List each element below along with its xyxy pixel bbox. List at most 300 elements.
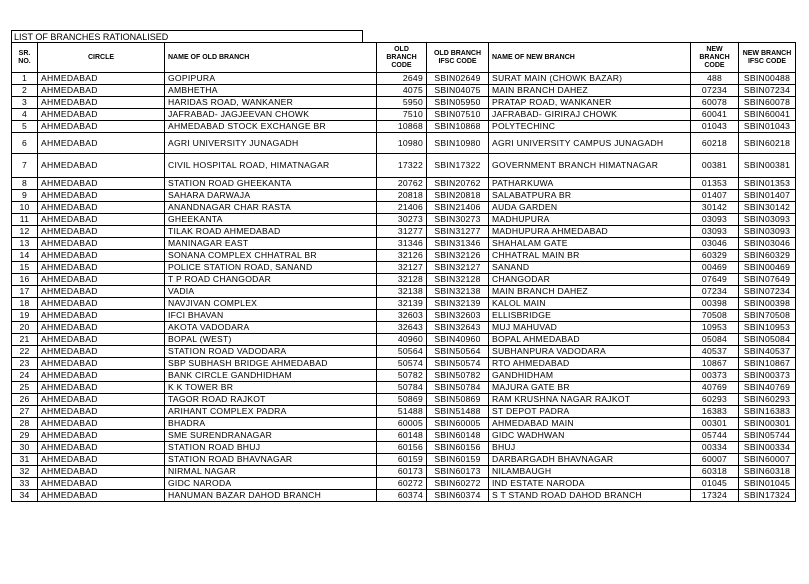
new-branch-name-cell: IND ESTATE NARODA — [489, 478, 691, 490]
new-branch-ifsc-cell: SBIN00373 — [739, 370, 796, 382]
new-branch-name-cell: RAM KRUSHNA NAGAR RAJKOT — [489, 394, 691, 406]
new-branch-ifsc-cell: SBIN60041 — [739, 109, 796, 121]
table-row — [12, 109, 796, 121]
circle-cell: AHMEDABAD — [38, 286, 165, 298]
old-branch-name-cell: ANANDNAGAR CHAR RASTA — [165, 202, 377, 214]
new-branch-ifsc-cell: SBIN00301 — [739, 418, 796, 430]
new-branch-name-cell: MADHUPURA AHMEDABAD — [489, 226, 691, 238]
old-branch-ifsc-cell: SBIN50869 — [427, 394, 489, 406]
old-branch-ifsc-cell: SBIN21406 — [427, 202, 489, 214]
sr-no-cell: 26 — [12, 394, 38, 406]
old-branch-code-cell: 32643 — [377, 322, 427, 334]
new-branch-code-cell: 30142 — [691, 202, 739, 214]
old-branch-name-cell: BOPAL (WEST) — [165, 334, 377, 346]
new-branch-ifsc-cell: SBIN10953 — [739, 322, 796, 334]
old-branch-code-cell: 50869 — [377, 394, 427, 406]
sr-no-cell: 19 — [12, 310, 38, 322]
old-branch-code-cell: 7510 — [377, 109, 427, 121]
circle-cell: AHMEDABAD — [38, 442, 165, 454]
new-branch-ifsc-cell: SBIN60329 — [739, 250, 796, 262]
old-branch-code-cell: 60156 — [377, 442, 427, 454]
new-branch-name-cell: BOPAL AHMEDABAD — [489, 334, 691, 346]
circle-cell: AHMEDABAD — [38, 298, 165, 310]
old-branch-code-cell: 60272 — [377, 478, 427, 490]
old-branch-name-cell: BANK CIRCLE GANDHIDHAM — [165, 370, 377, 382]
sr-no-cell: 29 — [12, 430, 38, 442]
new-branch-name-cell: MAJURA GATE BR — [489, 382, 691, 394]
new-branch-ifsc-cell: SBIN03046 — [739, 238, 796, 250]
new-branch-name-cell: RTO AHMEDABAD — [489, 358, 691, 370]
old-branch-code-cell: 10980 — [377, 133, 427, 154]
new-branch-code-cell: 03046 — [691, 238, 739, 250]
old-branch-ifsc-cell: SBIN51488 — [427, 406, 489, 418]
circle-cell: AHMEDABAD — [38, 109, 165, 121]
old-branch-name-cell: GIDC NARODA — [165, 478, 377, 490]
header-circle: CIRCLE — [38, 43, 165, 73]
new-branch-ifsc-cell: SBIN40537 — [739, 346, 796, 358]
old-branch-ifsc-cell: SBIN32138 — [427, 286, 489, 298]
new-branch-code-cell: 07649 — [691, 274, 739, 286]
old-branch-name-cell: AHMEDABAD STOCK EXCHANGE BR — [165, 121, 377, 133]
circle-cell: AHMEDABAD — [38, 406, 165, 418]
new-branch-ifsc-cell: SBIN05084 — [739, 334, 796, 346]
old-branch-name-cell: BHADRA — [165, 418, 377, 430]
header-new-branch-name: NAME OF NEW BRANCH — [489, 43, 691, 73]
sr-no-cell: 20 — [12, 322, 38, 334]
old-branch-ifsc-cell: SBIN32643 — [427, 322, 489, 334]
header-new-branch-ifsc: NEW BRANCH IFSC CODE — [739, 43, 796, 73]
old-branch-code-cell: 60148 — [377, 430, 427, 442]
circle-cell: AHMEDABAD — [38, 334, 165, 346]
old-branch-name-cell: SONANA COMPLEX CHHATRAL BR — [165, 250, 377, 262]
new-branch-name-cell: SURAT MAIN (CHOWK BAZAR) — [489, 73, 691, 85]
old-branch-name-cell: STATION ROAD GHEEKANTA — [165, 178, 377, 190]
new-branch-ifsc-cell: SBIN07234 — [739, 85, 796, 97]
sr-no-cell: 32 — [12, 466, 38, 478]
old-branch-name-cell: NIRMAL NAGAR — [165, 466, 377, 478]
old-branch-ifsc-cell: SBIN07510 — [427, 109, 489, 121]
table-row — [12, 442, 796, 454]
old-branch-name-cell: STATION ROAD BHAVNAGAR — [165, 454, 377, 466]
new-branch-code-cell: 17324 — [691, 490, 739, 502]
new-branch-name-cell: PRATAP ROAD, WANKANER — [489, 97, 691, 109]
old-branch-ifsc-cell: SBIN50784 — [427, 382, 489, 394]
old-branch-name-cell: IFCI BHAVAN — [165, 310, 377, 322]
old-branch-name-cell: POLICE STATION ROAD, SANAND — [165, 262, 377, 274]
old-branch-ifsc-cell: SBIN50574 — [427, 358, 489, 370]
new-branch-code-cell: 00398 — [691, 298, 739, 310]
new-branch-name-cell: KALOL MAIN — [489, 298, 691, 310]
new-branch-ifsc-cell: SBIN05744 — [739, 430, 796, 442]
table-row — [12, 190, 796, 202]
old-branch-ifsc-cell: SBIN60374 — [427, 490, 489, 502]
header-old-branch-name: NAME OF OLD BRANCH — [165, 43, 377, 73]
new-branch-code-cell: 60078 — [691, 97, 739, 109]
old-branch-name-cell: JAFRABAD- JAGJEEVAN CHOWK — [165, 109, 377, 121]
circle-cell: AHMEDABAD — [38, 154, 165, 178]
sr-no-cell: 4 — [12, 109, 38, 121]
new-branch-code-cell: 03093 — [691, 214, 739, 226]
circle-cell: AHMEDABAD — [38, 133, 165, 154]
old-branch-ifsc-cell: SBIN32127 — [427, 262, 489, 274]
old-branch-name-cell: ARIHANT COMPLEX PADRA — [165, 406, 377, 418]
old-branch-ifsc-cell: SBIN60005 — [427, 418, 489, 430]
old-branch-ifsc-cell: SBIN17322 — [427, 154, 489, 178]
table-row — [12, 202, 796, 214]
sr-no-cell: 3 — [12, 97, 38, 109]
new-branch-ifsc-cell: SBIN00488 — [739, 73, 796, 85]
new-branch-code-cell: 05084 — [691, 334, 739, 346]
sr-no-cell: 6 — [12, 133, 38, 154]
new-branch-name-cell: ST DEPOT PADRA — [489, 406, 691, 418]
sr-no-cell: 9 — [12, 190, 38, 202]
sr-no-cell: 33 — [12, 478, 38, 490]
new-branch-code-cell: 60218 — [691, 133, 739, 154]
new-branch-code-cell: 60318 — [691, 466, 739, 478]
circle-cell: AHMEDABAD — [38, 121, 165, 133]
new-branch-ifsc-cell: SBIN00334 — [739, 442, 796, 454]
new-branch-ifsc-cell: SBIN00381 — [739, 154, 796, 178]
old-branch-ifsc-cell: SBIN60272 — [427, 478, 489, 490]
table-row — [12, 310, 796, 322]
old-branch-code-cell: 50574 — [377, 358, 427, 370]
old-branch-ifsc-cell: SBIN60159 — [427, 454, 489, 466]
new-branch-code-cell: 10867 — [691, 358, 739, 370]
circle-cell: AHMEDABAD — [38, 466, 165, 478]
old-branch-code-cell: 32126 — [377, 250, 427, 262]
new-branch-ifsc-cell: SBIN00398 — [739, 298, 796, 310]
new-branch-ifsc-cell: SBIN01353 — [739, 178, 796, 190]
old-branch-code-cell: 31277 — [377, 226, 427, 238]
old-branch-code-cell: 32138 — [377, 286, 427, 298]
new-branch-ifsc-cell: SBIN60293 — [739, 394, 796, 406]
table-row — [12, 226, 796, 238]
table-row — [12, 154, 796, 178]
new-branch-ifsc-cell: SBIN01045 — [739, 478, 796, 490]
new-branch-name-cell: CHHATRAL MAIN BR — [489, 250, 691, 262]
old-branch-name-cell: GHEEKANTA — [165, 214, 377, 226]
old-branch-ifsc-cell: SBIN31346 — [427, 238, 489, 250]
table-row — [12, 298, 796, 310]
old-branch-code-cell: 31346 — [377, 238, 427, 250]
new-branch-name-cell: NILAMBAUGH — [489, 466, 691, 478]
new-branch-code-cell: 488 — [691, 73, 739, 85]
new-branch-name-cell: AHMEDABAD MAIN — [489, 418, 691, 430]
new-branch-code-cell: 01043 — [691, 121, 739, 133]
new-branch-ifsc-cell: SBIN60218 — [739, 133, 796, 154]
circle-cell: AHMEDABAD — [38, 478, 165, 490]
sr-no-cell: 2 — [12, 85, 38, 97]
sr-no-cell: 12 — [12, 226, 38, 238]
new-branch-name-cell: DARBARGADH BHAVNAGAR — [489, 454, 691, 466]
new-branch-name-cell: MUJ MAHUVAD — [489, 322, 691, 334]
old-branch-ifsc-cell: SBIN32126 — [427, 250, 489, 262]
branches-sheet — [11, 30, 795, 502]
old-branch-code-cell: 5950 — [377, 97, 427, 109]
old-branch-code-cell: 20818 — [377, 190, 427, 202]
circle-cell: AHMEDABAD — [38, 322, 165, 334]
new-branch-ifsc-cell: SBIN03093 — [739, 214, 796, 226]
circle-cell: AHMEDABAD — [38, 202, 165, 214]
new-branch-name-cell: PATHARKUWA — [489, 178, 691, 190]
new-branch-name-cell: ELLISBRIDGE — [489, 310, 691, 322]
header-new-branch-code: NEW BRANCH CODE — [691, 43, 739, 73]
sr-no-cell: 14 — [12, 250, 38, 262]
new-branch-code-cell: 00381 — [691, 154, 739, 178]
circle-cell: AHMEDABAD — [38, 214, 165, 226]
new-branch-name-cell: CHANGODAR — [489, 274, 691, 286]
old-branch-name-cell: AGRI UNIVERSITY JUNAGADH — [165, 133, 377, 154]
new-branch-name-cell: GOVERNMENT BRANCH HIMATNAGAR — [489, 154, 691, 178]
new-branch-code-cell: 01407 — [691, 190, 739, 202]
new-branch-code-cell: 40537 — [691, 346, 739, 358]
old-branch-ifsc-cell: SBIN20818 — [427, 190, 489, 202]
new-branch-ifsc-cell: SBIN16383 — [739, 406, 796, 418]
sr-no-cell: 30 — [12, 442, 38, 454]
circle-cell: AHMEDABAD — [38, 430, 165, 442]
new-branch-ifsc-cell: SBIN60318 — [739, 466, 796, 478]
circle-cell: AHMEDABAD — [38, 358, 165, 370]
new-branch-ifsc-cell: SBIN01407 — [739, 190, 796, 202]
new-branch-name-cell: SANAND — [489, 262, 691, 274]
old-branch-ifsc-cell: SBIN60148 — [427, 430, 489, 442]
circle-cell: AHMEDABAD — [38, 394, 165, 406]
sr-no-cell: 28 — [12, 418, 38, 430]
new-branch-name-cell: MAIN BRANCH DAHEZ — [489, 85, 691, 97]
new-branch-code-cell: 03093 — [691, 226, 739, 238]
table-row — [12, 97, 796, 109]
circle-cell: AHMEDABAD — [38, 418, 165, 430]
table-row — [12, 250, 796, 262]
new-branch-code-cell: 16383 — [691, 406, 739, 418]
sr-no-cell: 16 — [12, 274, 38, 286]
old-branch-code-cell: 30273 — [377, 214, 427, 226]
old-branch-name-cell: MANINAGAR EAST — [165, 238, 377, 250]
new-branch-code-cell: 01353 — [691, 178, 739, 190]
old-branch-ifsc-cell: SBIN20762 — [427, 178, 489, 190]
new-branch-name-cell: SHAHALAM GATE — [489, 238, 691, 250]
old-branch-code-cell: 32127 — [377, 262, 427, 274]
header-old-branch-code: OLD BRANCH CODE — [377, 43, 427, 73]
sr-no-cell: 1 — [12, 73, 38, 85]
sr-no-cell: 27 — [12, 406, 38, 418]
old-branch-code-cell: 17322 — [377, 154, 427, 178]
new-branch-ifsc-cell: SBIN30142 — [739, 202, 796, 214]
old-branch-ifsc-cell: SBIN04075 — [427, 85, 489, 97]
old-branch-ifsc-cell: SBIN05950 — [427, 97, 489, 109]
circle-cell: AHMEDABAD — [38, 250, 165, 262]
old-branch-ifsc-cell: SBIN10868 — [427, 121, 489, 133]
circle-cell: AHMEDABAD — [38, 73, 165, 85]
table-row — [12, 214, 796, 226]
old-branch-ifsc-cell: SBIN30273 — [427, 214, 489, 226]
new-branch-ifsc-cell: SBIN07649 — [739, 274, 796, 286]
sr-no-cell: 8 — [12, 178, 38, 190]
old-branch-name-cell: SAHARA DARWAJA — [165, 190, 377, 202]
table-row — [12, 478, 796, 490]
sr-no-cell: 5 — [12, 121, 38, 133]
old-branch-ifsc-cell: SBIN32128 — [427, 274, 489, 286]
circle-cell: AHMEDABAD — [38, 274, 165, 286]
old-branch-ifsc-cell: SBIN02649 — [427, 73, 489, 85]
table-row — [12, 346, 796, 358]
table-row — [12, 382, 796, 394]
table-row — [12, 121, 796, 133]
sr-no-cell: 11 — [12, 214, 38, 226]
new-branch-ifsc-cell: SBIN70508 — [739, 310, 796, 322]
old-branch-name-cell: VADIA — [165, 286, 377, 298]
circle-cell: AHMEDABAD — [38, 346, 165, 358]
old-branch-ifsc-cell: SBIN50782 — [427, 370, 489, 382]
table-row — [12, 454, 796, 466]
old-branch-code-cell: 32603 — [377, 310, 427, 322]
table-row — [12, 334, 796, 346]
sr-no-cell: 18 — [12, 298, 38, 310]
old-branch-name-cell: CIVIL HOSPITAL ROAD, HIMATNAGAR — [165, 154, 377, 178]
circle-cell: AHMEDABAD — [38, 490, 165, 502]
circle-cell: AHMEDABAD — [38, 190, 165, 202]
header-row — [12, 43, 796, 73]
old-branch-code-cell: 40960 — [377, 334, 427, 346]
old-branch-name-cell: STATION ROAD BHUJ — [165, 442, 377, 454]
new-branch-code-cell: 60041 — [691, 109, 739, 121]
old-branch-code-cell: 60173 — [377, 466, 427, 478]
new-branch-name-cell: SALABATPURA BR — [489, 190, 691, 202]
new-branch-name-cell: MADHUPURA — [489, 214, 691, 226]
circle-cell: AHMEDABAD — [38, 262, 165, 274]
sr-no-cell: 17 — [12, 286, 38, 298]
new-branch-ifsc-cell: SBIN60078 — [739, 97, 796, 109]
old-branch-name-cell: STATION ROAD VADODARA — [165, 346, 377, 358]
sr-no-cell: 10 — [12, 202, 38, 214]
table-row — [12, 178, 796, 190]
table-row — [12, 238, 796, 250]
old-branch-code-cell: 20762 — [377, 178, 427, 190]
old-branch-code-cell: 10868 — [377, 121, 427, 133]
table-row — [12, 85, 796, 97]
new-branch-code-cell: 60007 — [691, 454, 739, 466]
old-branch-code-cell: 60159 — [377, 454, 427, 466]
old-branch-name-cell: K K TOWER BR — [165, 382, 377, 394]
circle-cell: AHMEDABAD — [38, 226, 165, 238]
old-branch-ifsc-cell: SBIN50564 — [427, 346, 489, 358]
sr-no-cell: 21 — [12, 334, 38, 346]
header-sr-no: SR. NO. — [12, 43, 38, 73]
old-branch-ifsc-cell: SBIN32139 — [427, 298, 489, 310]
new-branch-name-cell: SUBHANPURA VADODARA — [489, 346, 691, 358]
sr-no-cell: 13 — [12, 238, 38, 250]
old-branch-code-cell: 32139 — [377, 298, 427, 310]
table-row — [12, 274, 796, 286]
new-branch-code-cell: 10953 — [691, 322, 739, 334]
new-branch-code-cell: 60329 — [691, 250, 739, 262]
new-branch-ifsc-cell: SBIN40769 — [739, 382, 796, 394]
old-branch-code-cell: 51488 — [377, 406, 427, 418]
new-branch-name-cell: JAFRABAD- GIRIRAJ CHOWK — [489, 109, 691, 121]
new-branch-ifsc-cell: SBIN10867 — [739, 358, 796, 370]
circle-cell: AHMEDABAD — [38, 238, 165, 250]
new-branch-code-cell: 05744 — [691, 430, 739, 442]
circle-cell: AHMEDABAD — [38, 454, 165, 466]
old-branch-name-cell: SBP SUBHASH BRIDGE AHMEDABAD — [165, 358, 377, 370]
new-branch-ifsc-cell: SBIN00469 — [739, 262, 796, 274]
circle-cell: AHMEDABAD — [38, 97, 165, 109]
sr-no-cell: 22 — [12, 346, 38, 358]
table-row — [12, 262, 796, 274]
old-branch-ifsc-cell: SBIN60156 — [427, 442, 489, 454]
new-branch-code-cell: 60293 — [691, 394, 739, 406]
new-branch-ifsc-cell: SBIN01043 — [739, 121, 796, 133]
old-branch-code-cell: 50782 — [377, 370, 427, 382]
sr-no-cell: 31 — [12, 454, 38, 466]
old-branch-code-cell: 50564 — [377, 346, 427, 358]
old-branch-name-cell: TAGOR ROAD RAJKOT — [165, 394, 377, 406]
circle-cell: AHMEDABAD — [38, 382, 165, 394]
new-branch-code-cell: 07234 — [691, 286, 739, 298]
table-row — [12, 286, 796, 298]
table-row — [12, 370, 796, 382]
old-branch-ifsc-cell: SBIN32603 — [427, 310, 489, 322]
old-branch-code-cell: 60005 — [377, 418, 427, 430]
table-row — [12, 73, 796, 85]
new-branch-name-cell: POLYTECHINC — [489, 121, 691, 133]
new-branch-code-cell: 70508 — [691, 310, 739, 322]
new-branch-name-cell: GIDC WADHWAN — [489, 430, 691, 442]
sr-no-cell: 25 — [12, 382, 38, 394]
new-branch-name-cell: GANDHIDHAM — [489, 370, 691, 382]
circle-cell: AHMEDABAD — [38, 310, 165, 322]
new-branch-ifsc-cell: SBIN17324 — [739, 490, 796, 502]
circle-cell: AHMEDABAD — [38, 178, 165, 190]
new-branch-ifsc-cell: SBIN07234 — [739, 286, 796, 298]
old-branch-code-cell: 21406 — [377, 202, 427, 214]
old-branch-ifsc-cell: SBIN40960 — [427, 334, 489, 346]
new-branch-code-cell: 00334 — [691, 442, 739, 454]
old-branch-name-cell: GOPIPURA — [165, 73, 377, 85]
table-row — [12, 418, 796, 430]
new-branch-name-cell: BHUJ — [489, 442, 691, 454]
circle-cell: AHMEDABAD — [38, 85, 165, 97]
sr-no-cell: 23 — [12, 358, 38, 370]
old-branch-code-cell: 32128 — [377, 274, 427, 286]
sr-no-cell: 34 — [12, 490, 38, 502]
new-branch-code-cell: 01045 — [691, 478, 739, 490]
new-branch-ifsc-cell: SBIN03093 — [739, 226, 796, 238]
old-branch-name-cell: SME SURENDRANAGAR — [165, 430, 377, 442]
old-branch-name-cell: AKOTA VADODARA — [165, 322, 377, 334]
new-branch-name-cell: S T STAND ROAD DAHOD BRANCH — [489, 490, 691, 502]
table-row — [12, 394, 796, 406]
new-branch-ifsc-cell: SBIN60007 — [739, 454, 796, 466]
table-row — [12, 133, 796, 154]
new-branch-code-cell: 00301 — [691, 418, 739, 430]
old-branch-code-cell: 2649 — [377, 73, 427, 85]
table-row — [12, 430, 796, 442]
table-row — [12, 466, 796, 478]
old-branch-ifsc-cell: SBIN60173 — [427, 466, 489, 478]
new-branch-code-cell: 40769 — [691, 382, 739, 394]
old-branch-code-cell: 50784 — [377, 382, 427, 394]
old-branch-name-cell: TILAK ROAD AHMEDABAD — [165, 226, 377, 238]
old-branch-code-cell: 4075 — [377, 85, 427, 97]
new-branch-code-cell: 00469 — [691, 262, 739, 274]
old-branch-ifsc-cell: SBIN31277 — [427, 226, 489, 238]
table-body — [12, 73, 796, 502]
old-branch-name-cell: T P ROAD CHANGODAR — [165, 274, 377, 286]
sr-no-cell: 15 — [12, 262, 38, 274]
old-branch-name-cell: HANUMAN BAZAR DAHOD BRANCH — [165, 490, 377, 502]
sr-no-cell: 24 — [12, 370, 38, 382]
